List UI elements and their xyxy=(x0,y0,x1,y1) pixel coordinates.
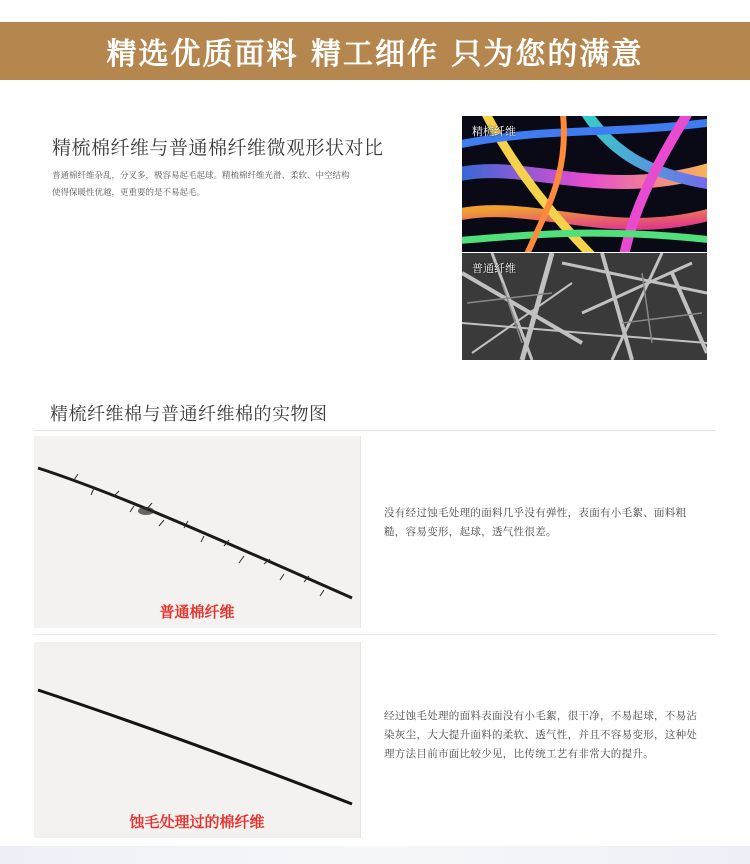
row-divider-vertical xyxy=(360,642,361,838)
footer-strip xyxy=(0,846,750,864)
row-divider-vertical xyxy=(360,436,361,628)
regular-cotton-description: 没有经过蚀毛处理的面料几乎没有弹性，表面有小毛絮、面料粗糙，容易变形，起球，透气性很差。 xyxy=(384,507,687,538)
combed-fiber-micrograph xyxy=(462,116,707,252)
banner-title: 精选优质面料 精工细作 只为您的满意 xyxy=(106,37,644,72)
regular-fiber-label: 普通纤维 xyxy=(472,262,516,275)
section-divider xyxy=(34,430,716,431)
smooth-thread-image xyxy=(34,642,360,838)
photos-section-title: 精梳纤维棉与普通纤维棉的实物图 xyxy=(50,404,328,425)
row-divider xyxy=(34,634,716,635)
combed-fiber-label: 精梳纤维 xyxy=(472,125,516,138)
treated-cotton-description: 经过蚀毛处理的面料表面没有小毛絮，很干净，不易起球，不易沾染灰尘，大大提升面料的柔软、透气性，并且不容易变形，这种处理方法目前市面比较少见，比传统工艺有非常大的提升。 xyxy=(384,710,698,760)
fuzzy-thread-image xyxy=(34,436,360,628)
header-banner xyxy=(0,22,750,80)
treated-cotton-photo xyxy=(34,642,360,838)
regular-cotton-photo xyxy=(34,436,360,628)
micro-section-description: 普通棉纤维杂乱，分叉多，极容易起毛起球。精梳棉纤维光滑、柔软、中空结构使得保暖性优越，更重要的是不易起毛。 xyxy=(52,171,350,198)
regular-fiber-micrograph xyxy=(462,253,707,360)
micro-section-title: 精梳棉纤维与普通棉纤维微观形状对比 xyxy=(52,137,384,159)
regular-cotton-caption: 普通棉纤维 xyxy=(159,603,235,621)
treated-cotton-caption: 蚀毛处理过的棉纤维 xyxy=(129,813,265,831)
